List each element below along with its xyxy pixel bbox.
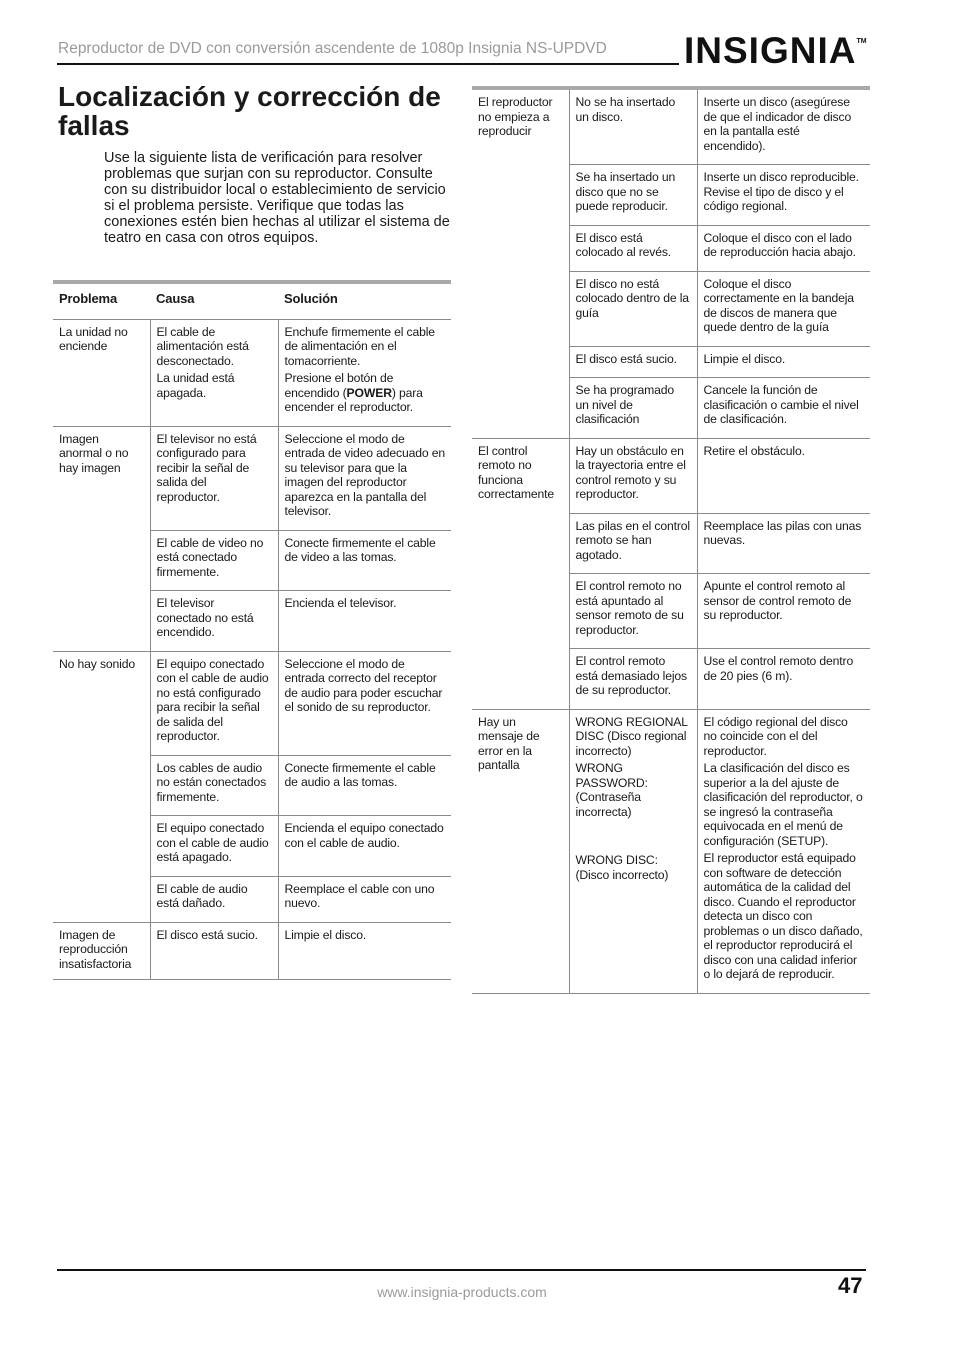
solution-cell <box>697 513 870 574</box>
problem-cell: La unidad no enciende <box>53 319 150 426</box>
solution-cell <box>697 165 870 226</box>
cause-text: El equipo conectado con el cable de audio no está configurado para recibir la señal de salida del reproductor. <box>156 656 269 743</box>
solution-text: Inserte un disco (asegúrese de que el indicador de disco en la pantalla esté encendido). <box>703 95 852 153</box>
page-number: 47 <box>838 1273 863 1298</box>
cause-cell <box>569 649 697 710</box>
header-title: Reproductor de DVD con conversión ascendente de 1080p Insignia NS-UPDVD <box>58 40 607 57</box>
cause-text: El control remoto está demasiado lejos de su reproductor. <box>575 654 687 697</box>
footer-rule <box>57 1269 866 1271</box>
solution-text: Encienda el televisor. <box>284 596 397 610</box>
cause-text: La unidad está apagada. <box>156 371 235 400</box>
intro-paragraph: Use la siguiente lista de verificación para resolver problemas que surjan con su reproductor. Consulte con su distribuidor local o establecimiento de servicio si el problema persiste. Verifique que todas las conexiones estén bien hechas al utilizar el sistema de teatro en casa con otros equipos. <box>104 150 450 246</box>
cause-cell <box>150 530 278 591</box>
table-row <box>472 90 870 165</box>
cause-cell <box>569 378 697 439</box>
header-causa: Causa <box>150 284 278 319</box>
problem-cell: Imagen anormal o no hay imagen <box>53 426 150 651</box>
solution-text: Enchufe firmemente el cable de alimentación en el tomacorriente. <box>284 324 435 368</box>
solution-cell <box>278 755 451 816</box>
solution-text: Use el control remoto dentro de 20 pies (6 m). <box>703 654 854 683</box>
solution-cell <box>697 225 870 271</box>
solution-text: Limpie el disco. <box>284 927 367 942</box>
cause-text: El televisor conectado no está encendido. <box>156 596 254 639</box>
solution-cell <box>697 574 870 649</box>
solution-text: El código regional del disco no coincide con el del reproductor. <box>703 714 848 758</box>
cause-cell <box>150 876 278 922</box>
cause-cell <box>569 271 697 346</box>
cause-text: El cable de alimentación está desconectado. <box>156 324 249 368</box>
solution-cell <box>697 346 870 378</box>
cause-text: El disco está colocado al revés. <box>575 230 672 259</box>
solution-cell <box>278 591 451 652</box>
cause-text: WRONG DISC: (Disco incorrecto) <box>575 853 669 882</box>
table-row <box>53 922 451 980</box>
cause-cell <box>569 709 697 993</box>
solution-text: Reemplace el cable con uno nuevo. <box>284 881 435 910</box>
cause-text: Se ha programado un nivel de clasificación <box>575 383 675 426</box>
solution-text: Seleccione el modo de entrada de video adecuado en su televisor para que la imagen del reproductor aparezca en la pantalla del televisor. <box>284 431 445 518</box>
solution-cell <box>278 651 451 755</box>
cause-cell <box>569 346 697 378</box>
table-header-row <box>53 284 451 319</box>
solution-text: Reemplace las pilas con unas nuevas. <box>703 518 862 547</box>
solution-text-part: ) para encender el reproductor. <box>284 385 423 414</box>
troubleshooting-table-left <box>53 280 451 980</box>
troubleshooting-table-right <box>472 86 870 994</box>
solution-cell <box>278 530 451 591</box>
cause-cell <box>569 513 697 574</box>
solution-text: Conecte firmemente el cable de audio a las tomas. <box>284 760 436 789</box>
solution-text: La clasificación del disco es superior a la del ajuste de clasificación del reproductor, o se ingresó la contraseña equivocada en el menú de configuración (SETUP). <box>703 761 863 848</box>
cause-cell <box>569 438 697 513</box>
cause-text: El equipo conectado con el cable de audio está apagado. <box>156 821 269 864</box>
solution-cell <box>278 922 451 980</box>
cause-cell <box>569 165 697 226</box>
problem-cell: No hay sonido <box>53 651 150 922</box>
solution-text-part: Presione el botón de encendido ( <box>284 371 394 400</box>
logo-text: INSIGNIA <box>684 30 857 71</box>
table-row <box>53 651 451 755</box>
problem-cell: El control remoto no funciona correctamente <box>472 438 569 709</box>
cause-text: No se ha insertado un disco. <box>575 95 676 124</box>
cause-text: El disco está sucio. <box>156 927 258 942</box>
page-title: Localización y corrección de fallas <box>58 81 441 141</box>
table-row <box>472 709 870 993</box>
solution-cell <box>697 271 870 346</box>
solution-text: Limpie el disco. <box>703 351 786 366</box>
insignia-logo <box>684 32 867 69</box>
cause-cell <box>150 319 278 426</box>
solution-cell <box>697 438 870 513</box>
cause-text: El televisor no está configurado para recibir la señal de salida del reproductor. <box>156 431 257 504</box>
cause-text: El control remoto no está apuntado al sensor remoto de su reproductor. <box>575 579 684 637</box>
solution-cell <box>697 709 870 993</box>
cause-cell <box>150 651 278 755</box>
footer-url <box>0 1284 954 1300</box>
cause-text: Los cables de audio no están conectados firmemente. <box>156 760 267 804</box>
solution-text: Encienda el equipo conectado con el cable de audio. <box>284 821 444 850</box>
solution-cell <box>278 876 451 922</box>
solution-cell <box>697 378 870 439</box>
solution-text: Inserte un disco reproducible. Revise el tipo de disco y el código regional. <box>703 170 859 213</box>
problem-cell: Hay un mensaje de error en la pantalla <box>472 709 569 993</box>
header-problema: Problema <box>53 284 150 319</box>
cause-text: Se ha insertado un disco que no se puede reproducir. <box>575 170 676 213</box>
cause-text: El cable de video no está conectado firmemente. <box>156 535 264 579</box>
solution-text: Cancele la función de clasificación o cambie el nivel de clasificación. <box>703 383 859 426</box>
cause-cell <box>569 225 697 271</box>
solution-text <box>285 371 446 415</box>
cause-text: El cable de audio está dañado. <box>156 881 248 910</box>
solution-cell <box>697 649 870 710</box>
solution-text: El reproductor está equipado con software de detección automática de la calidad del disco. Cuando el reproductor detecta un disco con problemas o un disco dañado, el reproductor reproducirá el disco con una calidad inferior o lo dejará de reproducir. <box>703 851 863 981</box>
power-button-label: POWER <box>346 385 392 400</box>
solution-text: Coloque el disco con el lado de reproducción hacia abajo. <box>703 230 856 259</box>
solution-text: Apunte el control remoto al sensor de control remoto de su reproductor. <box>703 579 852 622</box>
cause-text: El disco está sucio. <box>575 351 677 366</box>
solution-text: Conecte firmemente el cable de video a las tomas. <box>284 535 436 564</box>
cause-text: WRONG PASSWORD: (Contraseña incorrecta) <box>575 761 648 819</box>
table-row <box>53 426 451 530</box>
cause-cell <box>150 816 278 877</box>
cause-text: El disco no está colocado dentro de la guía <box>575 276 689 320</box>
cause-cell <box>569 90 697 165</box>
table-row <box>472 438 870 513</box>
cause-text: Hay un obstáculo en la trayectoria entre el control remoto y su reproductor. <box>575 443 686 501</box>
footer-url-text: www.insignia-products.com <box>377 1284 547 1300</box>
solution-text: Seleccione el modo de entrada correcto del receptor de audio para poder escuchar el sonido de su reproductor. <box>284 656 443 714</box>
solution-cell <box>278 426 451 530</box>
cause-cell <box>150 755 278 816</box>
solution-text: Retire el obstáculo. <box>703 443 805 458</box>
problem-cell: Imagen de reproducción insatisfactoria <box>53 922 150 980</box>
cause-cell <box>150 922 278 980</box>
cause-text: Las pilas en el control remoto se han agotado. <box>575 518 690 562</box>
cause-cell <box>150 426 278 530</box>
header-rule <box>57 63 679 65</box>
cause-cell <box>569 574 697 649</box>
table-row <box>53 319 451 426</box>
solution-cell <box>697 90 870 165</box>
cause-cell <box>150 591 278 652</box>
cause-text: WRONG REGIONAL DISC (Disco regional incorrecto) <box>575 714 688 758</box>
problem-cell: El reproductor no empieza a reproducir <box>472 90 569 438</box>
solution-cell <box>278 816 451 877</box>
logo-trademark: TM <box>856 38 867 45</box>
header-solucion: Solución <box>278 284 451 319</box>
solution-text: Coloque el disco correctamente en la bandeja de discos de manera que quede dentro de la guía <box>703 276 854 334</box>
solution-cell <box>278 319 451 426</box>
